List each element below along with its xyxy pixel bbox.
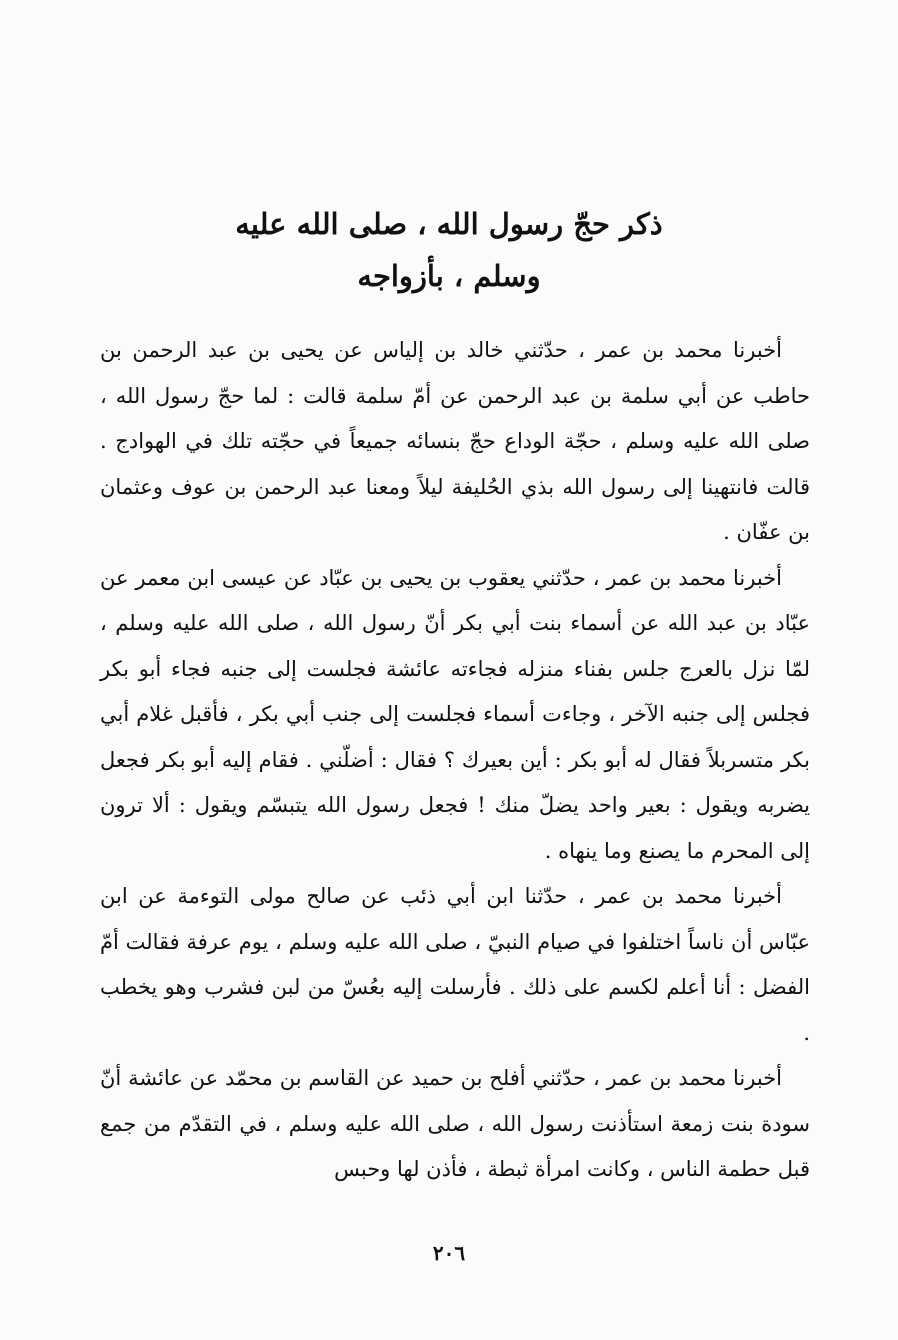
body-text: [100, 328, 810, 1193]
paragraph: أخبرنا محمد بن عمر ، حدّثني أفلح بن حميد عن القاسم بن محمّد عن عائشة أنّ سودة بنت زمعة استأذنت رسول الله ، صلى الله عليه وسلم ، في التقدّم من جمع قبل حطمة الناس ، وكانت امرأة ثبطة ، فأذن لها وحبس: [100, 1066, 810, 1181]
paragraph: أخبرنا محمد بن عمر ، حدّثنا ابن أبي ذئب عن صالح مولى التوءمة عن ابن عبّاس أن ناساً اختلفوا في صيام النبيّ ، صلى الله عليه وسلم ، يوم عرفة فقالت أمّ الفضل : أنا أعلم لكسم على ذلك . فأرسلت إليه بعُسّ من لبن فشرب وهو يخطب .: [100, 884, 810, 1045]
chapter-title: [0, 198, 898, 302]
chapter-title-line-1: ذكر حجّ رسول الله ، صلى الله عليه: [235, 207, 663, 241]
paragraph: أخبرنا محمد بن عمر ، حدّثني خالد بن إلياس عن يحيى بن عبد الرحمن بن حاطب عن أبي سلمة بن عبد الرحمن عن أمّ سلمة قالت : لما حجّ رسول الله ، صلى الله عليه وسلم ، حجّة الوداع حجّ بنسائه جميعاً في حجّته تلك في الهوادج . قالت فانتهينا إلى رسول الله بذي الحُليفة ليلاً ومعنا عبد الرحمن بن عوف وعثمان بن عفّان .: [100, 338, 810, 544]
chapter-title-line-2: وسلم ، بأزواجه: [357, 259, 541, 293]
page-number: ٢٠٦: [432, 1241, 466, 1265]
paragraph: أخبرنا محمد بن عمر ، حدّثني يعقوب بن يحيى بن عبّاد عن عيسى ابن معمر عن عبّاد بن عبد الله عن أسماء بنت أبي بكر أنّ رسول الله ، صلى الله عليه وسلم ، لمّا نزل بالعرج جلس بفناء منزله فجاءته عائشة فجلست إلى جنبه فجاء أبو بكر فجلس إلى جنبه الآخر ، وجاءت أسماء فجلست إلى جنب أبي بكر ، فأقبل غلام أبي بكر متسربلاً فقال له أبو بكر : أين بعيرك ؟ فقال : أضلّني . فقام إليه أبو بكر فجعل يضربه ويقول : بعير واحد يضلّ منك ! فجعل رسول الله يتبسّم ويقول : ألا ترون إلى المحرم ما يصنع وما ينهاه .: [100, 565, 810, 863]
